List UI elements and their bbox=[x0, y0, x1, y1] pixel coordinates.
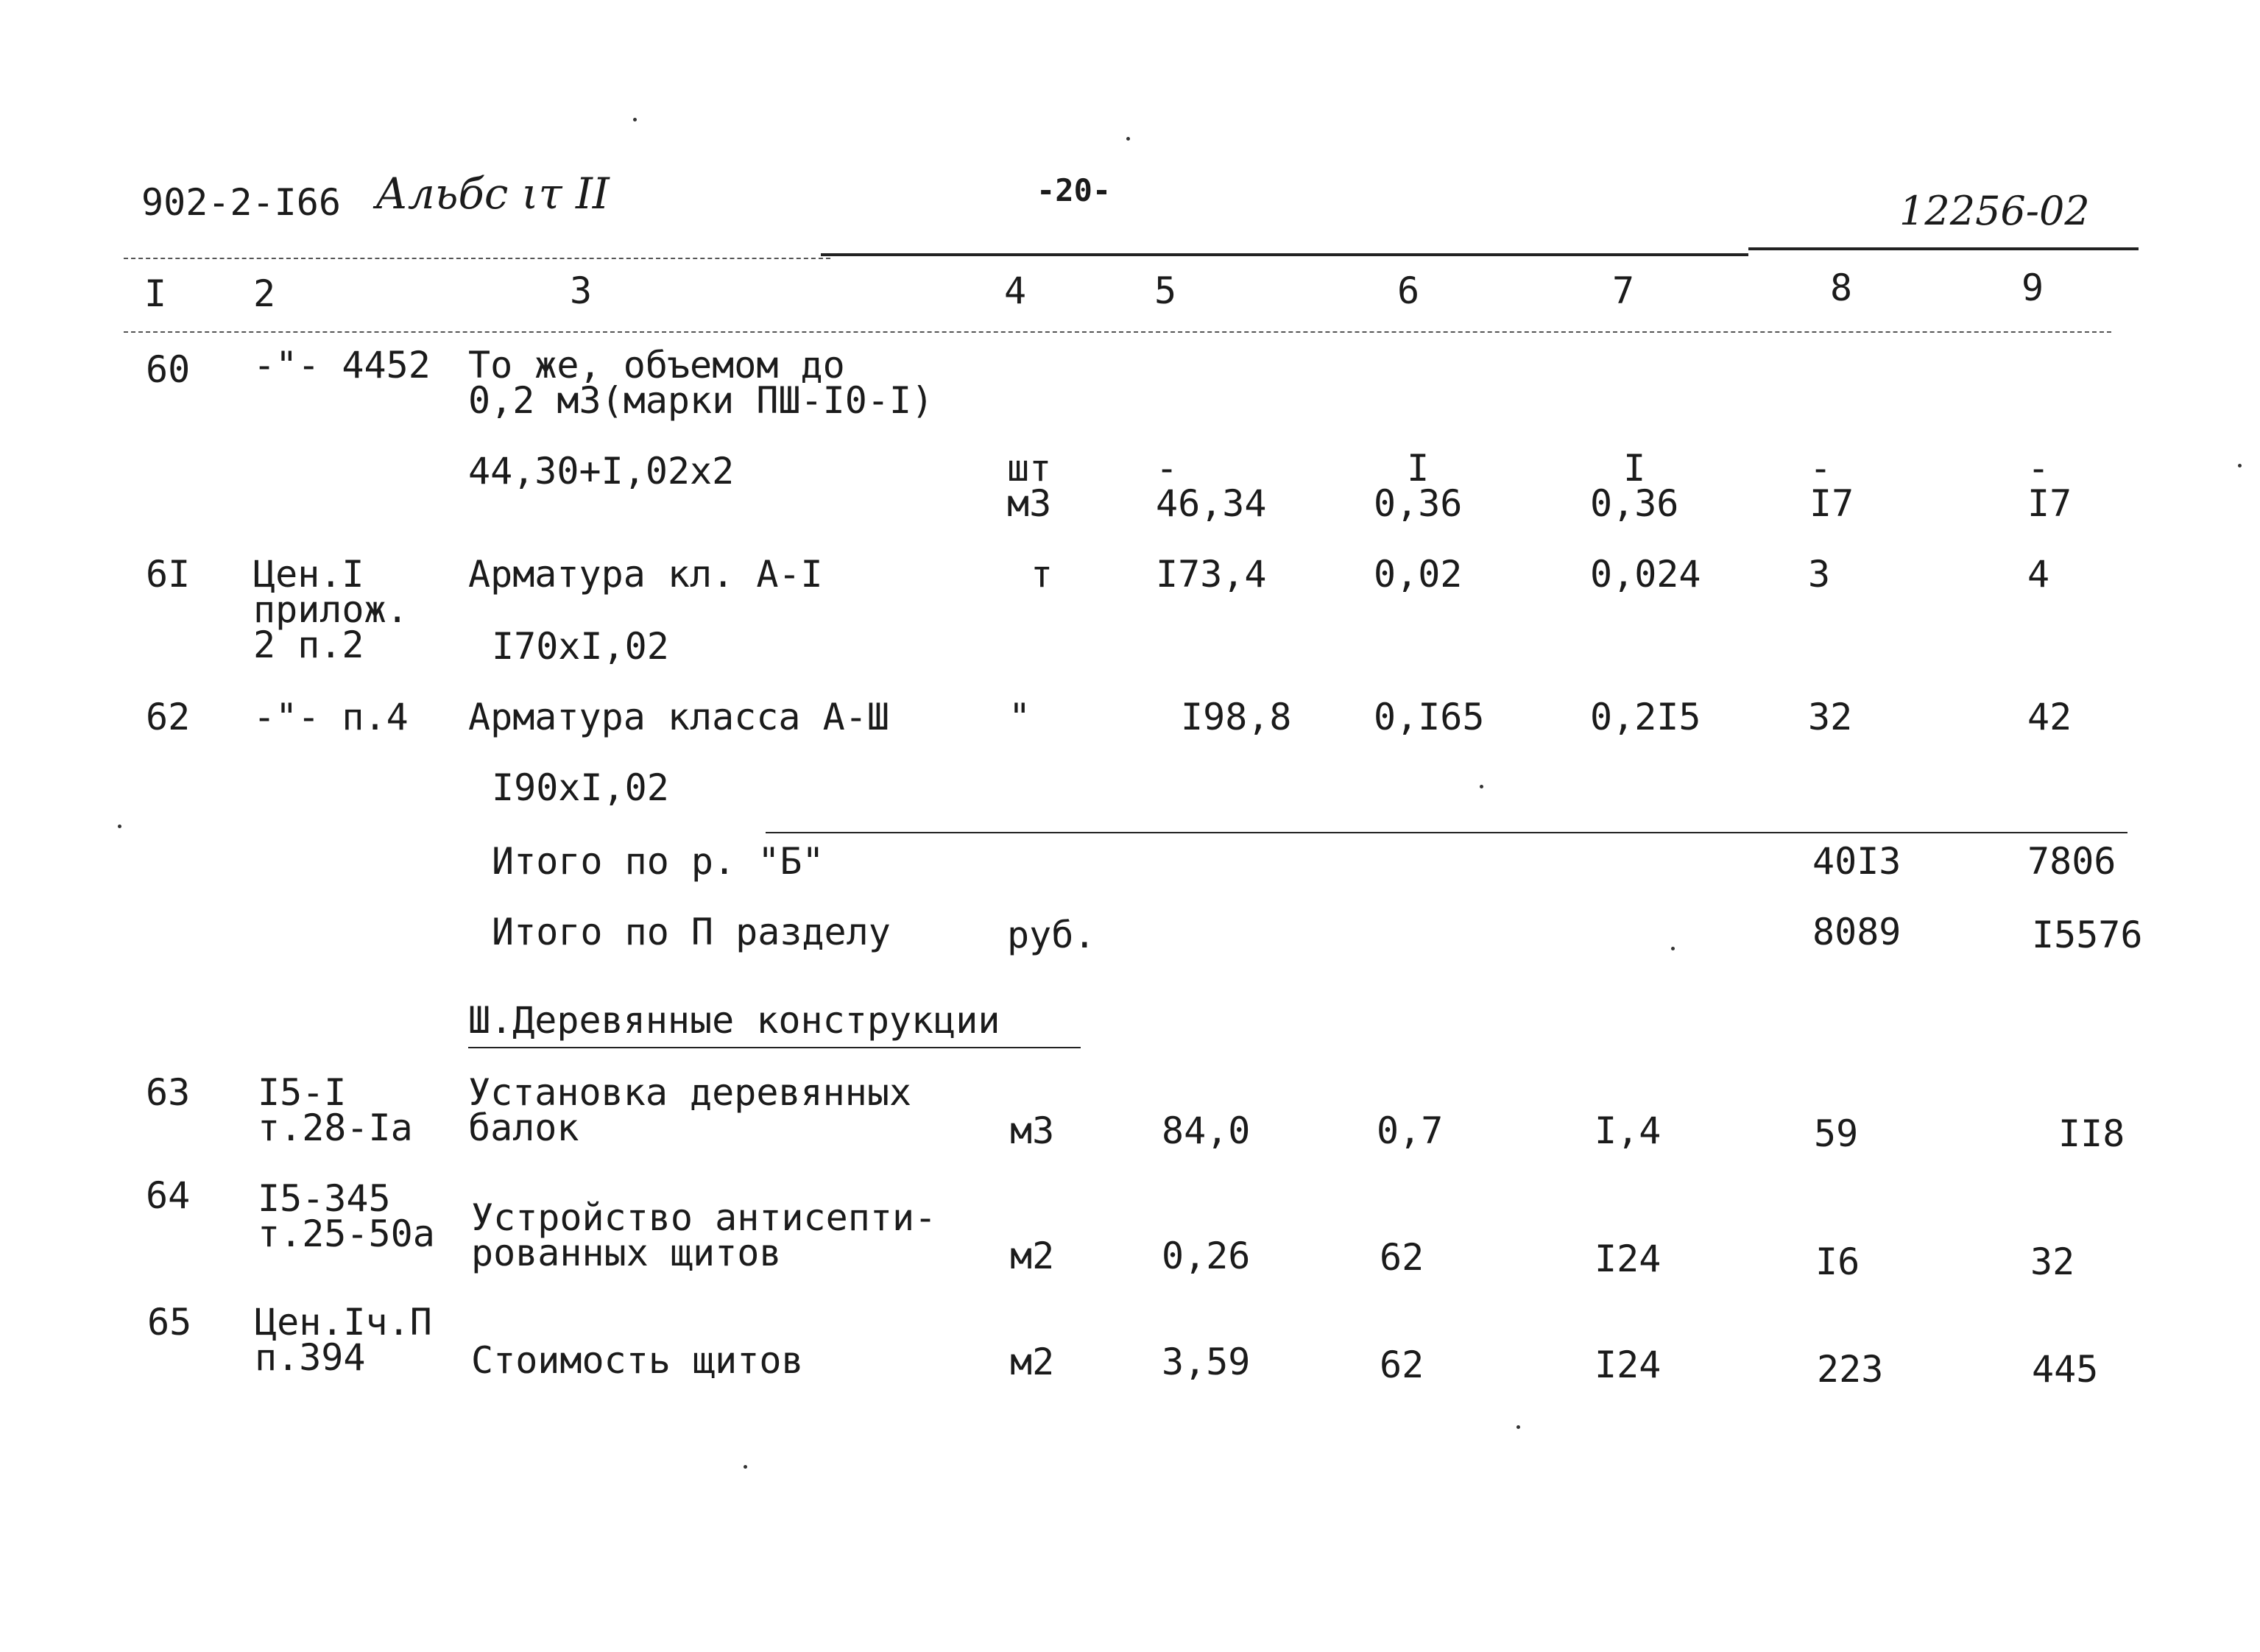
row-60-calc: 44,30+I,02х2 bbox=[468, 450, 735, 493]
row-65-col5: 3,59 bbox=[1162, 1341, 1251, 1383]
header-rule-left bbox=[124, 258, 830, 259]
scan-speck bbox=[1516, 1425, 1520, 1429]
col-header-9: 9 bbox=[2021, 266, 2044, 309]
totals-section2-col9: I5576 bbox=[2032, 914, 2143, 956]
row-65-col6: 62 bbox=[1380, 1344, 1424, 1386]
row-63-unit: м3 bbox=[1010, 1109, 1055, 1152]
scan-speck bbox=[1671, 947, 1675, 950]
row-61-col6: 0,02 bbox=[1374, 553, 1463, 596]
album-note: Альбс ιτ ΙΙ bbox=[375, 169, 610, 219]
row-60-col6: I 0,36 bbox=[1374, 447, 1463, 525]
row-62-col6: 0,I65 bbox=[1374, 696, 1485, 738]
row-63-col7: I,4 bbox=[1595, 1109, 1662, 1152]
row-63-number: 63 bbox=[146, 1071, 191, 1114]
page-number: -20- bbox=[1037, 172, 1112, 208]
row-60-unit: шт м3 bbox=[1007, 447, 1052, 525]
row-62-code: -"- п.4 bbox=[253, 696, 409, 738]
row-62-description: Арматура класса А-Ш bbox=[468, 696, 889, 738]
scan-speck bbox=[1126, 137, 1130, 141]
row-63-col9: II8 bbox=[2058, 1112, 2125, 1155]
row-64-col7: I24 bbox=[1595, 1238, 1662, 1280]
totals-b-col9: 7806 bbox=[2027, 840, 2116, 883]
row-64-unit: м2 bbox=[1010, 1235, 1055, 1277]
row-61-description: Арматура кл. А-I bbox=[468, 553, 823, 596]
row-60-code: -"- 4452 bbox=[253, 344, 431, 386]
section-title-underline bbox=[468, 1047, 1081, 1048]
totals-section2-unit: руб. bbox=[1007, 914, 1096, 956]
row-64-description: Устройство антисепти- рованных щитов bbox=[471, 1196, 937, 1274]
row-64-col6: 62 bbox=[1380, 1236, 1424, 1279]
scan-speck bbox=[633, 118, 637, 121]
header-rule-middle bbox=[821, 253, 1748, 256]
row-61-unit: т bbox=[1031, 553, 1053, 596]
col-header-2: 2 bbox=[253, 272, 276, 315]
row-60-col9: - I7 bbox=[2027, 447, 2072, 525]
row-64-code: I5-345 т.25-50а bbox=[258, 1177, 435, 1255]
row-65-description: Стоимость щитов bbox=[471, 1339, 804, 1382]
row-63-col6: 0,7 bbox=[1377, 1109, 1444, 1152]
col-header-4: 4 bbox=[1004, 269, 1027, 312]
col-header-3: 3 bbox=[570, 269, 593, 312]
row-65-col9: 445 bbox=[2032, 1348, 2099, 1391]
col-header-1: I bbox=[144, 272, 167, 315]
col-header-5: 5 bbox=[1154, 269, 1177, 312]
row-61-col9: 4 bbox=[2027, 553, 2050, 596]
row-65-code: Цен.Iч.П п.394 bbox=[255, 1301, 432, 1379]
row-60-col5: - 46,34 bbox=[1156, 447, 1267, 525]
row-65-col7: I24 bbox=[1595, 1344, 1662, 1386]
row-62-col8: 32 bbox=[1808, 696, 1853, 738]
row-62-col9: 42 bbox=[2027, 696, 2072, 738]
row-62-col5: I98,8 bbox=[1181, 696, 1292, 738]
totals-section2-col8: 8089 bbox=[1812, 911, 1901, 953]
row-61-code: Цен.I прилож. 2 п.2 bbox=[253, 553, 409, 666]
col-header-7: 7 bbox=[1612, 269, 1635, 312]
doc-code: 902-2-I66 bbox=[141, 181, 341, 224]
scan-speck bbox=[744, 1465, 747, 1469]
scan-speck bbox=[118, 825, 121, 828]
totals-rule bbox=[766, 832, 2127, 833]
row-64-col8: I6 bbox=[1815, 1240, 1860, 1283]
row-64-col9: 32 bbox=[2030, 1240, 2075, 1283]
row-60-col8: - I7 bbox=[1809, 447, 1854, 525]
totals-section2-label: Итого по П разделу bbox=[492, 911, 891, 953]
row-62-calc: I90хI,02 bbox=[492, 766, 669, 809]
scan-speck bbox=[1480, 785, 1483, 788]
row-61-col7: 0,024 bbox=[1590, 553, 1701, 596]
row-63-col8: 59 bbox=[1814, 1112, 1859, 1155]
totals-b-col8: 40I3 bbox=[1812, 840, 1901, 883]
col-header-8: 8 bbox=[1830, 266, 1853, 309]
row-65-unit: м2 bbox=[1010, 1341, 1055, 1383]
row-61-col8: 3 bbox=[1808, 553, 1831, 596]
row-60-col7: I 0,36 bbox=[1590, 447, 1679, 525]
row-65-number: 65 bbox=[147, 1301, 192, 1344]
totals-b-label: Итого по р. "Б" bbox=[492, 840, 824, 883]
row-60-description: То же, объемом до 0,2 м3(марки ПШ-I0-I) bbox=[468, 344, 934, 422]
row-63-code: I5-I т.28-Iа bbox=[258, 1071, 413, 1149]
row-61-col5: I73,4 bbox=[1156, 553, 1267, 596]
section-title: Ш.Деревянные конструкции bbox=[468, 999, 1000, 1042]
row-65-col8: 223 bbox=[1817, 1348, 1884, 1391]
row-64-col5: 0,26 bbox=[1162, 1235, 1251, 1277]
sheet-number: 12256-02 bbox=[1899, 188, 2090, 234]
column-header-rule bbox=[124, 331, 2111, 333]
row-62-col7: 0,2I5 bbox=[1590, 696, 1701, 738]
row-63-col5: 84,0 bbox=[1162, 1109, 1251, 1152]
scan-speck bbox=[2238, 464, 2242, 467]
row-61-number: 6I bbox=[146, 553, 191, 596]
row-61-calc: I70хI,02 bbox=[492, 625, 669, 668]
header-rule-right bbox=[1748, 247, 2139, 250]
row-64-number: 64 bbox=[146, 1174, 191, 1217]
row-62-number: 62 bbox=[146, 696, 191, 738]
row-63-description: Установка деревянных балок bbox=[468, 1071, 912, 1149]
col-header-6: 6 bbox=[1397, 269, 1420, 312]
row-60-number: 60 bbox=[146, 348, 191, 391]
row-62-unit: " bbox=[1009, 696, 1031, 738]
